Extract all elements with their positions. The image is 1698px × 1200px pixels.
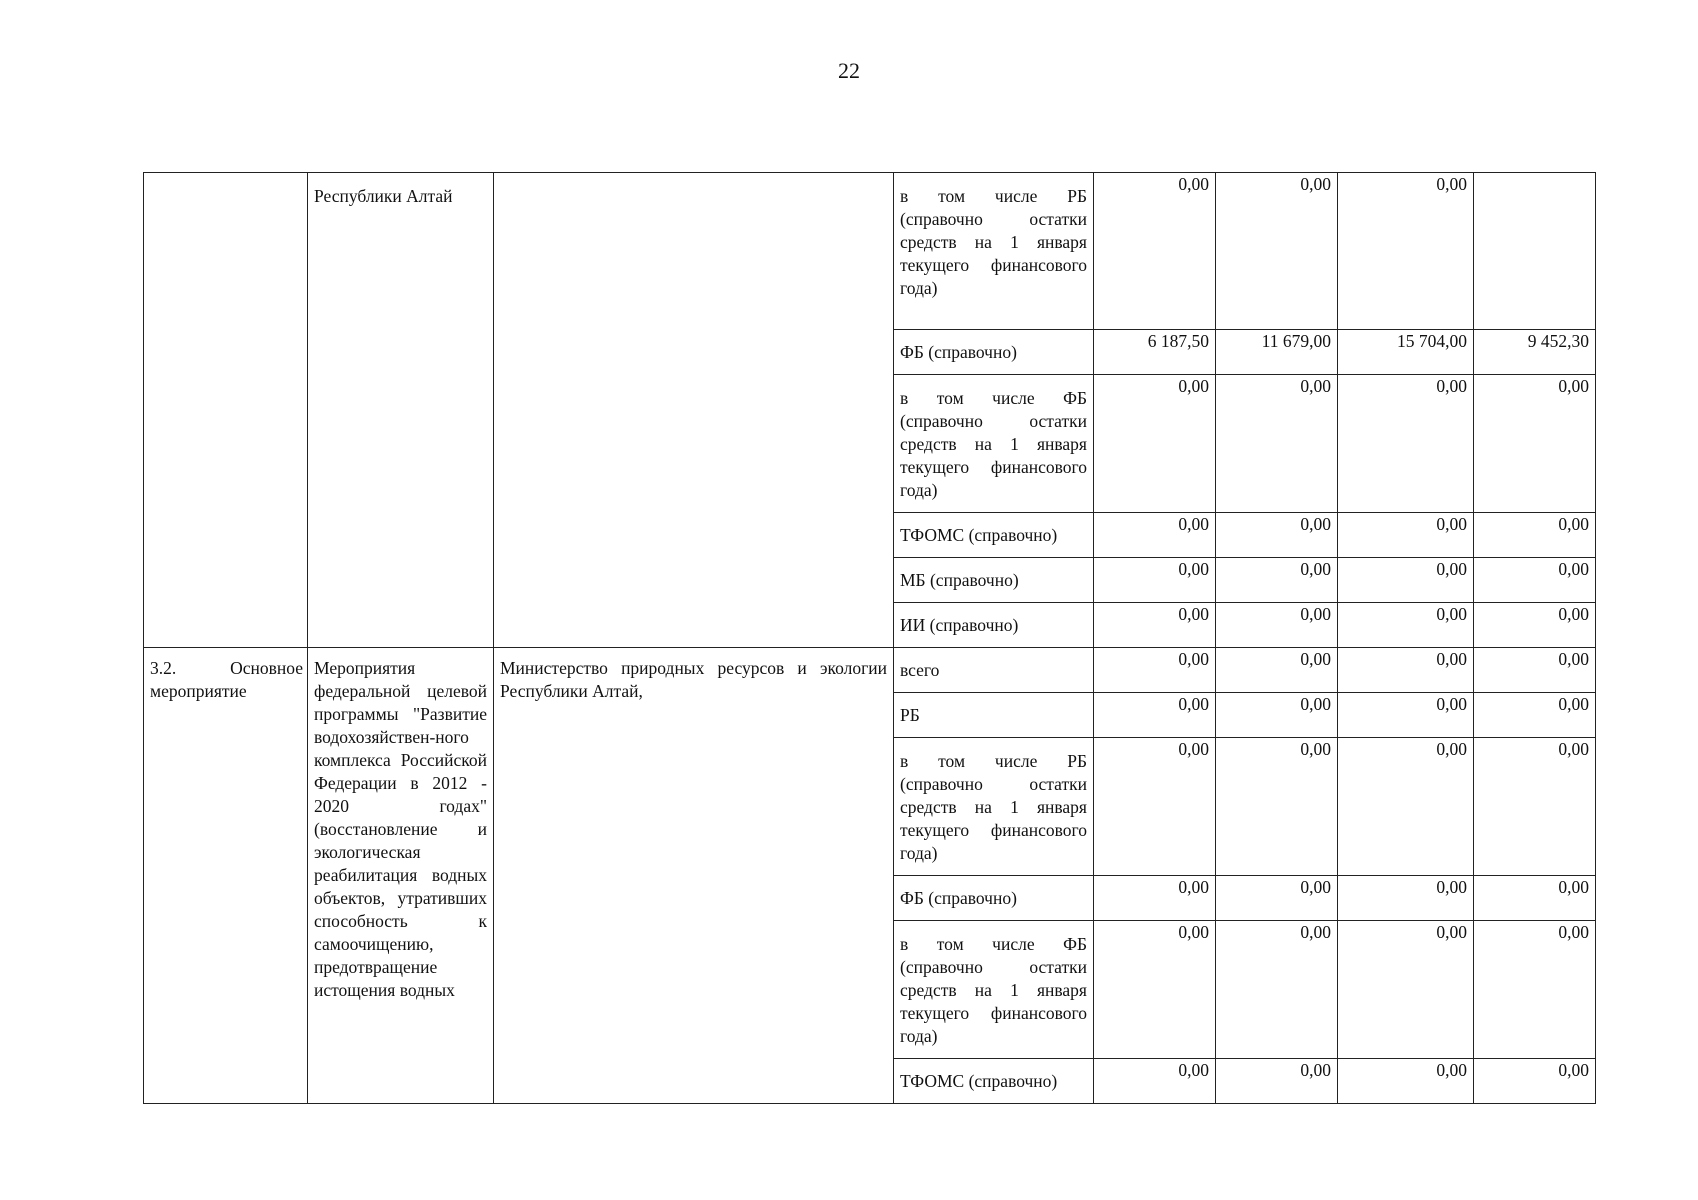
value-cell: 0,00: [1474, 1059, 1596, 1104]
value-cell: 0,00: [1474, 648, 1596, 693]
value-cell: 0,00: [1338, 693, 1474, 738]
code-cell-empty: [144, 173, 308, 648]
value-cell: 0,00: [1474, 921, 1596, 1059]
table-row: [144, 648, 1596, 693]
table-row: [144, 173, 1596, 330]
value-cell: 0,00: [1338, 1059, 1474, 1104]
value-cell: 0,00: [1338, 513, 1474, 558]
value-cell: 0,00: [1338, 921, 1474, 1059]
value-cell: 9 452,30: [1474, 330, 1596, 375]
value-cell: 0,00: [1474, 603, 1596, 648]
value-cell: 0,00: [1094, 603, 1216, 648]
activity-code-cell: [144, 648, 308, 1104]
value-cell: 0,00: [1094, 693, 1216, 738]
value-cell: 0,00: [1216, 693, 1338, 738]
activity-code-number: 3.2.: [150, 658, 177, 678]
value-cell: 0,00: [1094, 648, 1216, 693]
value-cell: 0,00: [1338, 375, 1474, 513]
funding-source-label: в том числе ФБ (справочно остатки средств на 1 января текущего финансового года): [894, 921, 1094, 1059]
funding-source-label: РБ: [894, 693, 1094, 738]
value-cell: 0,00: [1338, 558, 1474, 603]
value-cell: 0,00: [1216, 921, 1338, 1059]
value-cell: 0,00: [1216, 738, 1338, 876]
value-cell: 0,00: [1094, 513, 1216, 558]
funding-table: [143, 172, 1596, 1104]
activity-name-text: Мероприятия федеральной целевой программы "Развитие водохозяйствен-ного комплекса Российской Федерации в 2012 - 2020 годах" (восстановление и экологическая реабилитация водных объектов, утративших способность к самоочищению, предотвращение истощения водных: [314, 658, 487, 1000]
value-cell: 0,00: [1216, 513, 1338, 558]
activity-name-cell: [308, 173, 494, 648]
activity-code-word: Основное: [230, 658, 303, 678]
activity-name-cell: [308, 648, 494, 1104]
value-cell: 0,00: [1474, 738, 1596, 876]
executor-cell-empty: [494, 173, 894, 648]
funding-source-label: ИИ (справочно): [894, 603, 1094, 648]
value-cell: 0,00: [1216, 173, 1338, 330]
activity-code-line: [150, 657, 303, 680]
value-cell: 0,00: [1094, 173, 1216, 330]
funding-source-label: ТФОМС (справочно): [894, 513, 1094, 558]
value-cell: 0,00: [1474, 876, 1596, 921]
value-cell: 0,00: [1338, 876, 1474, 921]
value-cell: 6 187,50: [1094, 330, 1216, 375]
value-cell: 0,00: [1474, 693, 1596, 738]
value-cell: 0,00: [1338, 603, 1474, 648]
value-cell: 0,00: [1338, 738, 1474, 876]
value-cell: 0,00: [1216, 375, 1338, 513]
value-cell: 0,00: [1094, 1059, 1216, 1104]
value-cell: 0,00: [1094, 375, 1216, 513]
funding-source-label: всего: [894, 648, 1094, 693]
value-cell: 0,00: [1094, 876, 1216, 921]
value-cell: 0,00: [1094, 738, 1216, 876]
funding-source-label: МБ (справочно): [894, 558, 1094, 603]
value-cell: 15 704,00: [1338, 330, 1474, 375]
value-cell: 0,00: [1216, 876, 1338, 921]
funding-source-label: ФБ (справочно): [894, 876, 1094, 921]
value-cell: 0,00: [1216, 648, 1338, 693]
funding-source-label: ТФОМС (справочно): [894, 1059, 1094, 1104]
funding-source-label: в том числе РБ (справочно остатки средств на 1 января текущего финансового года): [894, 173, 1094, 330]
executor-cell: [494, 648, 894, 1104]
value-cell: 0,00: [1216, 603, 1338, 648]
page-number: 22: [838, 58, 860, 83]
value-cell: 0,00: [1094, 921, 1216, 1059]
value-cell: 0,00: [1216, 558, 1338, 603]
value-cell: 0,00: [1094, 558, 1216, 603]
value-cell: 0,00: [1338, 648, 1474, 693]
value-cell: 11 679,00: [1216, 330, 1338, 375]
value-cell: [1474, 173, 1596, 330]
value-cell: 0,00: [1474, 513, 1596, 558]
value-cell: 0,00: [1216, 1059, 1338, 1104]
activity-name-text: Республики Алтай: [314, 186, 453, 206]
funding-source-label: в том числе РБ (справочно остатки средств на 1 января текущего финансового года): [894, 738, 1094, 876]
value-cell: 0,00: [1474, 375, 1596, 513]
activity-code-rest: мероприятие: [150, 681, 247, 701]
value-cell: 0,00: [1338, 173, 1474, 330]
executor-text: Министерство природных ресурсов и экологии Республики Алтай,: [500, 658, 887, 701]
funding-source-label: ФБ (справочно): [894, 330, 1094, 375]
value-cell: 0,00: [1474, 558, 1596, 603]
funding-source-label: в том числе ФБ (справочно остатки средств на 1 января текущего финансового года): [894, 375, 1094, 513]
